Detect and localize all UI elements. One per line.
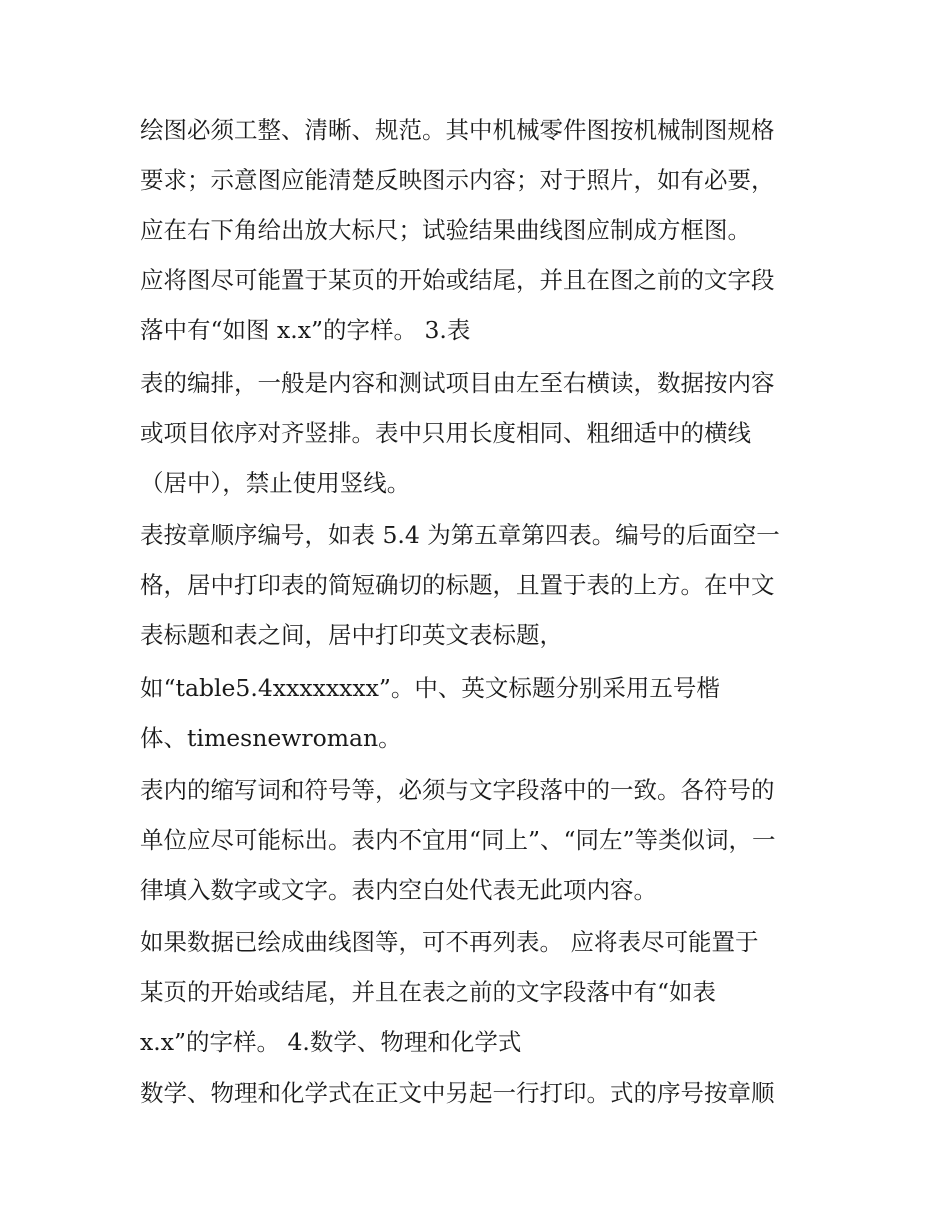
text-line: 应将图尽可能置于某页的开始或结尾，并且在图之前的文字段 xyxy=(140,266,775,294)
text-line: 体、timesnewroman。 xyxy=(140,724,402,752)
text-line: 表的编排，一般是内容和测试项目由左至右横读，数据按内容 xyxy=(140,369,775,397)
text-line: 单位应尽可能标出。表内不宜用“同上”、“同左”等类似词，一 xyxy=(140,826,776,854)
text-line: 落中有“如图 x.x”的字样。 3.表 xyxy=(140,316,471,344)
text-line: 或项目依序对齐竖排。表中只用长度相同、粗细适中的横线 xyxy=(140,419,751,447)
text-line: 格，居中打印表的简短确切的标题，且置于表的上方。在中文 xyxy=(140,571,775,599)
text-line: 如果数据已绘成曲线图等，可不再列表。 应将表尽可能置于 xyxy=(140,928,759,956)
text-line: 表标题和表之间，居中打印英文表标题， xyxy=(140,621,563,649)
text-line: 律填入数字或文字。表内空白处代表无此项内容。 xyxy=(140,876,657,904)
text-line: 数学、物理和化学式在正文中另起一行打印。式的序号按章顺 xyxy=(140,1079,775,1107)
text-line: 某页的开始或结尾，并且在表之前的文字段落中有“如表 xyxy=(140,978,717,1006)
text-line: 要求；示意图应能清楚反映图示内容；对于照片，如有必要， xyxy=(140,166,775,194)
text-line: x.x”的字样。 4.数学、物理和化学式 xyxy=(140,1028,522,1056)
text-line: （居中），禁止使用竖线。 xyxy=(140,469,411,497)
text-line: 如“table5.4xxxxxxxx”。中、英文标题分别采用五号楷 xyxy=(140,674,720,702)
text-line: 表内的缩写词和符号等，必须与文字段落中的一致。各符号的 xyxy=(140,776,775,804)
text-line: 表按章顺序编号，如表 5.4 为第五章第四表。编号的后面空一 xyxy=(140,521,780,549)
text-line: 应在右下角给出放大标尺；试验结果曲线图应制成方框图。 xyxy=(140,216,751,244)
text-line: 绘图必须工整、清晰、规范。其中机械零件图按机械制图规格 xyxy=(140,116,775,144)
